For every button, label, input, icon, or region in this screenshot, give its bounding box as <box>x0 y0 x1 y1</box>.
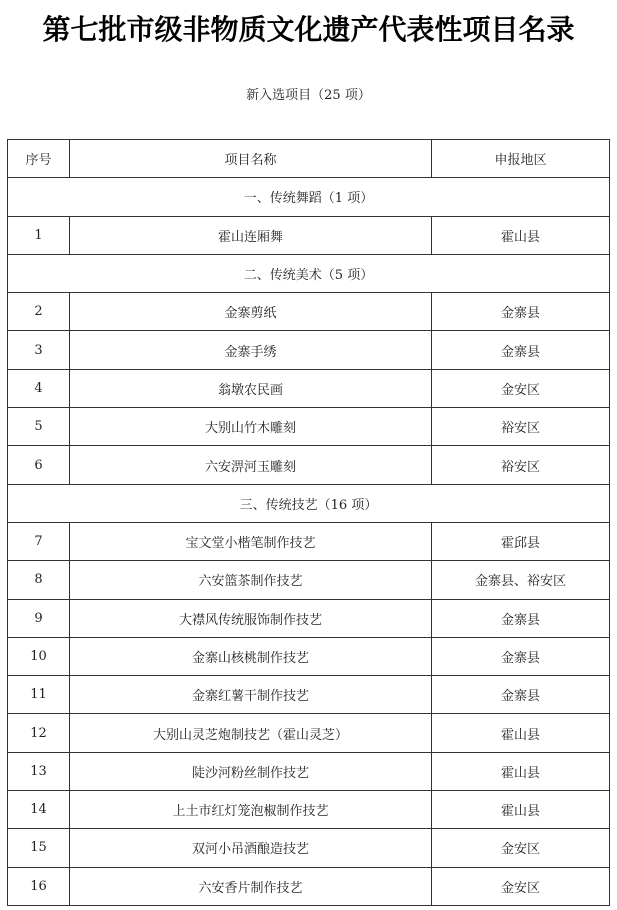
section-row-traditional-art <box>8 254 610 292</box>
table-header-row <box>8 140 610 178</box>
table-row <box>8 561 610 599</box>
table-row <box>8 216 610 254</box>
row-index: 11 <box>8 676 70 714</box>
row-region: 霍山县 <box>432 752 610 790</box>
row-project-name: 上土市红灯笼泡椒制作技艺 <box>70 791 432 829</box>
table-row <box>8 637 610 675</box>
table-row <box>8 522 610 560</box>
table-row <box>8 752 610 790</box>
row-index: 9 <box>8 599 70 637</box>
section-row-traditional-dance <box>8 178 610 216</box>
section-row-traditional-craft <box>8 484 610 522</box>
row-region: 金寨县 <box>432 293 610 331</box>
row-project-name: 霍山连厢舞 <box>70 216 432 254</box>
row-region: 金寨县 <box>432 676 610 714</box>
header-index: 序号 <box>8 140 70 178</box>
row-index: 15 <box>8 829 70 867</box>
table-row <box>8 369 610 407</box>
row-region: 金安区 <box>432 867 610 905</box>
row-project-name: 金寨剪纸 <box>70 293 432 331</box>
header-project-name: 项目名称 <box>70 140 432 178</box>
row-project-name: 六安篮茶制作技艺 <box>70 561 432 599</box>
row-region: 金寨县 <box>432 599 610 637</box>
row-index: 12 <box>8 714 70 752</box>
row-project-name: 六安香片制作技艺 <box>70 867 432 905</box>
table-row <box>8 293 610 331</box>
row-region: 裕安区 <box>432 446 610 484</box>
row-index: 14 <box>8 791 70 829</box>
row-project-name: 金寨手绣 <box>70 331 432 369</box>
table-row <box>8 676 610 714</box>
document-subtitle: 新入选项目（25 项） <box>246 88 371 103</box>
table-row <box>8 714 610 752</box>
row-index: 10 <box>8 637 70 675</box>
table-row <box>8 829 610 867</box>
section-label: 三、传统技艺（16 项） <box>8 484 610 522</box>
row-project-name: 陡沙河粉丝制作技艺 <box>70 752 432 790</box>
row-region: 金寨县 <box>432 331 610 369</box>
row-project-name: 金寨山核桃制作技艺 <box>70 637 432 675</box>
row-project-name: 翁墩农民画 <box>70 369 432 407</box>
row-region: 金安区 <box>432 369 610 407</box>
row-project-name: 大别山灵芝炮制技艺（霍山灵芝） <box>70 714 432 752</box>
row-index: 8 <box>8 561 70 599</box>
table-row <box>8 599 610 637</box>
row-region: 金安区 <box>432 829 610 867</box>
row-index: 16 <box>8 867 70 905</box>
section-label: 一、传统舞蹈（1 项） <box>8 178 610 216</box>
row-region: 霍山县 <box>432 791 610 829</box>
row-region: 霍山县 <box>432 714 610 752</box>
row-project-name: 大襟风传统服饰制作技艺 <box>70 599 432 637</box>
row-region: 霍山县 <box>432 216 610 254</box>
header-region: 申报地区 <box>432 140 610 178</box>
table-row <box>8 791 610 829</box>
table-row <box>8 408 610 446</box>
row-index: 1 <box>8 216 70 254</box>
row-project-name: 双河小吊酒酿造技艺 <box>70 829 432 867</box>
row-index: 7 <box>8 522 70 560</box>
heritage-list-table <box>7 139 610 906</box>
table-row <box>8 867 610 905</box>
table-row <box>8 446 610 484</box>
row-index: 6 <box>8 446 70 484</box>
row-index: 4 <box>8 369 70 407</box>
row-project-name: 宝文堂小楷笔制作技艺 <box>70 522 432 560</box>
row-index: 2 <box>8 293 70 331</box>
table-row <box>8 331 610 369</box>
row-project-name: 六安淠河玉雕刻 <box>70 446 432 484</box>
document-title: 第七批市级非物质文化遗产代表性项目名录 <box>42 13 575 46</box>
row-project-name: 大别山竹木雕刻 <box>70 408 432 446</box>
row-region: 裕安区 <box>432 408 610 446</box>
row-project-name: 金寨红薯干制作技艺 <box>70 676 432 714</box>
section-label: 二、传统美术（5 项） <box>8 254 610 292</box>
row-index: 5 <box>8 408 70 446</box>
row-region: 霍邱县 <box>432 522 610 560</box>
row-region: 金寨县 <box>432 637 610 675</box>
row-region: 金寨县、裕安区 <box>432 561 610 599</box>
row-index: 3 <box>8 331 70 369</box>
row-index: 13 <box>8 752 70 790</box>
